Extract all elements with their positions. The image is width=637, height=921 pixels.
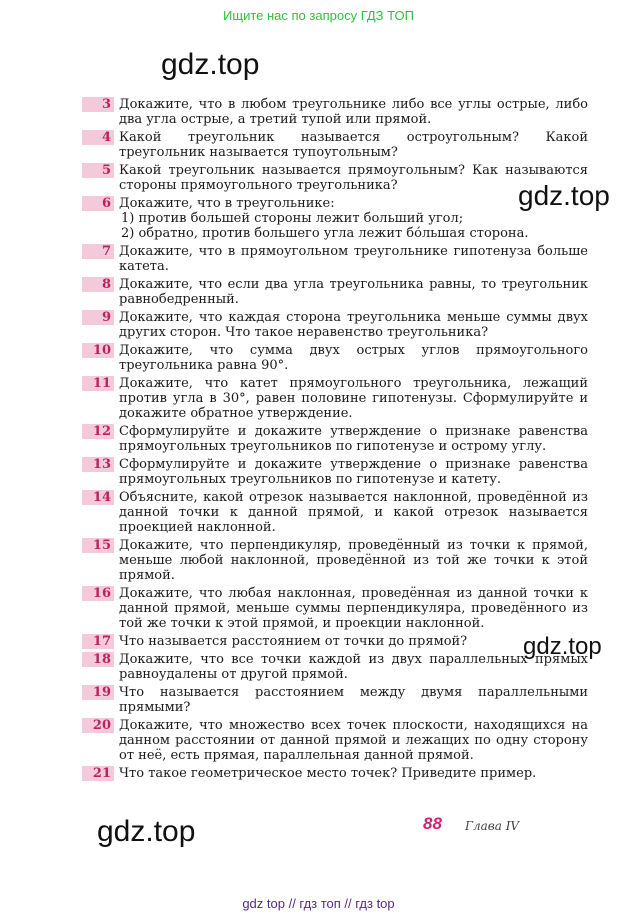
question-item: [82, 196, 588, 241]
question-number: 7: [82, 244, 114, 259]
question-body: [114, 163, 588, 193]
question-body: [114, 310, 588, 340]
question-item: [82, 634, 588, 649]
question-item: [82, 586, 588, 631]
question-item: [82, 652, 588, 682]
question-body: [114, 343, 588, 373]
question-number: 15: [82, 538, 114, 553]
question-number: 3: [82, 97, 114, 112]
question-item: [82, 457, 588, 487]
question-body: [114, 586, 588, 631]
question-text: Докажите, что любая наклонная, проведённая из данной точки к данной прямой, меньше суммы перпендикуляра, проведённого из той же точки к этой прямой, и проекции наклонной.: [119, 586, 588, 631]
question-text: Докажите, что в прямоугольном треугольнике гипотенуза больше катета.: [119, 244, 588, 274]
question-text: Что называется расстоянием между двумя параллельными прямыми?: [119, 685, 588, 715]
watermark-logo: gdz.top: [97, 815, 196, 848]
question-number: 19: [82, 685, 114, 700]
question-text: Докажите, что сумма двух острых углов прямоугольного треугольника равна 90°.: [119, 343, 588, 373]
question-body: [114, 277, 588, 307]
question-item: [82, 310, 588, 340]
question-subitem: 1) против большей стороны лежит больший угол;: [121, 211, 464, 226]
question-item: [82, 244, 588, 274]
question-text: Докажите, что множество всех точек плоскости, находящихся на данном расстоянии от данной прямой и лежащих по одну сторону от неё, есть прямая, параллельная данной прямой.: [119, 718, 588, 763]
chapter-label: Глава IV: [465, 819, 520, 833]
question-body: [114, 376, 588, 421]
question-number: 10: [82, 343, 114, 358]
question-text: Какой треугольник называется прямоугольным? Как называются стороны прямоугольного треугольника?: [119, 163, 588, 193]
question-item: [82, 685, 588, 715]
question-number: 9: [82, 310, 114, 325]
question-text: Докажите, что перпендикуляр, проведённый из точки к прямой, меньше любой наклонной, проведённой из той же точки к этой прямой.: [119, 538, 588, 583]
question-body: [114, 718, 588, 763]
question-number: 17: [82, 634, 114, 649]
question-item: [82, 277, 588, 307]
question-number: 18: [82, 652, 114, 667]
question-number: 16: [82, 586, 114, 601]
question-body: [114, 424, 588, 454]
question-number: 8: [82, 277, 114, 292]
question-item: [82, 343, 588, 373]
question-text: Докажите, что в треугольнике:: [119, 196, 335, 211]
watermark-logo: gdz.top: [518, 180, 610, 211]
question-item: [82, 538, 588, 583]
bottom-links: gdz top // гдз топ // гдз top: [242, 896, 395, 911]
question-body: [114, 196, 588, 241]
question-body: [114, 244, 588, 274]
question-text: Объясните, какой отрезок называется наклонной, проведённой из данной точки к данной прямой, и какой отрезок называется проекцией наклонной.: [119, 490, 588, 535]
question-text: Что называется расстоянием от точки до прямой?: [119, 634, 468, 649]
search-banner: Ищите нас по запросу ГДЗ ТОП: [223, 8, 414, 23]
question-number: 14: [82, 490, 114, 505]
question-item: [82, 97, 588, 127]
question-text: Что такое геометрическое место точек? Приведите пример.: [119, 766, 537, 781]
question-body: [114, 490, 588, 535]
question-body: [114, 457, 588, 487]
question-body: [114, 538, 588, 583]
question-number: 6: [82, 196, 114, 211]
question-number: 11: [82, 376, 114, 391]
question-item: [82, 163, 588, 193]
question-item: [82, 718, 588, 763]
question-body: [114, 97, 588, 127]
question-item: [82, 424, 588, 454]
question-text: Докажите, что катет прямоугольного треугольника, лежащий против угла в 30°, равен половине гипотенузы. Сформулируйте и докажите обратное утверждение.: [119, 376, 588, 421]
question-text: Сформулируйте и докажите утверждение о признаке равенства прямоугольных треугольников по гипотенузе и катету.: [119, 457, 588, 487]
question-number: 12: [82, 424, 114, 439]
question-body: [114, 685, 588, 715]
question-text: Какой треугольник называется остроугольным? Какой треугольник называется тупоугольным?: [119, 130, 588, 160]
question-text: Докажите, что в любом треугольнике либо все углы острые, либо два угла острые, а третий тупой или прямой.: [119, 97, 588, 127]
question-body: [114, 634, 588, 649]
question-item: [82, 130, 588, 160]
question-body: [114, 766, 588, 781]
page-number: 88: [423, 814, 442, 833]
question-text: Сформулируйте и докажите утверждение о признаке равенства прямоугольных треугольников по гипотенузе и острому углу.: [119, 424, 588, 454]
question-item: [82, 490, 588, 535]
question-number: 13: [82, 457, 114, 472]
question-number: 5: [82, 163, 114, 178]
question-text: Докажите, что если два угла треугольника равны, то треугольник равнобедренный.: [119, 277, 588, 307]
watermark-logo: gdz.top: [523, 633, 602, 660]
question-text: Докажите, что каждая сторона треугольника меньше суммы двух других сторон. Что такое неравенство треугольника?: [119, 310, 588, 340]
question-text: Докажите, что все точки каждой из двух параллельных прямых равноудалены от другой прямой.: [119, 652, 588, 682]
question-body: [114, 652, 588, 682]
question-number: 21: [82, 766, 114, 781]
question-body: [114, 130, 588, 160]
question-subitem: 2) обратно, против большего угла лежит бо́льшая сторона.: [121, 226, 529, 241]
question-number: 4: [82, 130, 114, 145]
question-item: [82, 766, 588, 781]
question-number: 20: [82, 718, 114, 733]
watermark-logo: gdz.top: [161, 48, 260, 81]
question-item: [82, 376, 588, 421]
question-list: [82, 97, 588, 784]
